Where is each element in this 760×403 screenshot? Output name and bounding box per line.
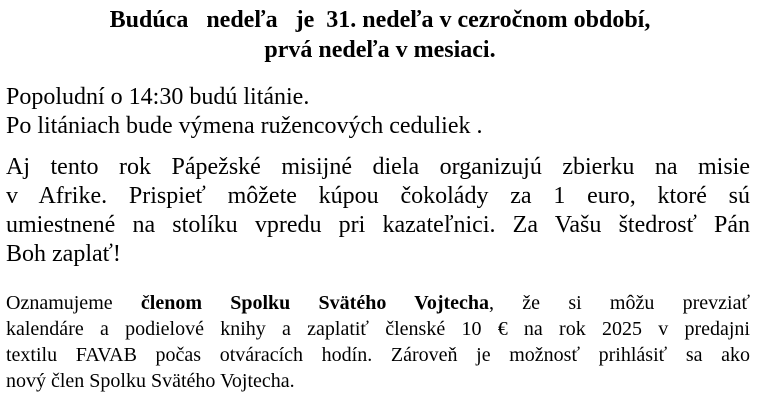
heading-line-2: prvá nedeľa v mesiaci. [264,37,496,63]
mission-line-1: Aj tento rok Pápežské misijné diela organizujú zbierku na misie [6,154,750,180]
mission-line-3: umiestnené na stolíku vpredu pri kazateľnici. Za Vašu štedrosť Pán [6,212,750,238]
society-intro-text: Oznamujeme [6,292,141,314]
litany-announcement [6,83,754,141]
society-line-1 [6,290,750,316]
mission-collection-announcement [6,153,750,269]
heading-line-1: Budúca nedeľa je 31. nedeľa v cezročnom období, [109,7,651,33]
st-adalbert-society-announcement [6,290,750,394]
litany-time-line: Popoludní o 14:30 budú litánie. [6,84,310,110]
society-line-2: kalendáre a podielové knihy a zaplatiť členské 10 € na rok 2025 v predajni [6,318,750,340]
mission-line-2: v Afrike. Prispieť môžete kúpou čokolády za 1 euro, ktoré sú [6,183,750,209]
next-sunday-heading [0,0,760,65]
society-line-3: textilu FAVAB počas otváracích hodín. Zároveň je možnosť prihlásiť sa ako [6,344,750,366]
mission-line-4: Boh zaplať! [6,241,121,267]
society-line-1-rest: , že si môžu prevziať [489,292,751,314]
society-line-4: nový člen Spolku Svätého Vojtecha. [6,370,295,392]
society-members-bold: členom Spolku Svätého Vojtecha [140,292,490,314]
rosary-exchange-line: Po litániach bude výmena ružencových ceduliek . [6,113,483,139]
